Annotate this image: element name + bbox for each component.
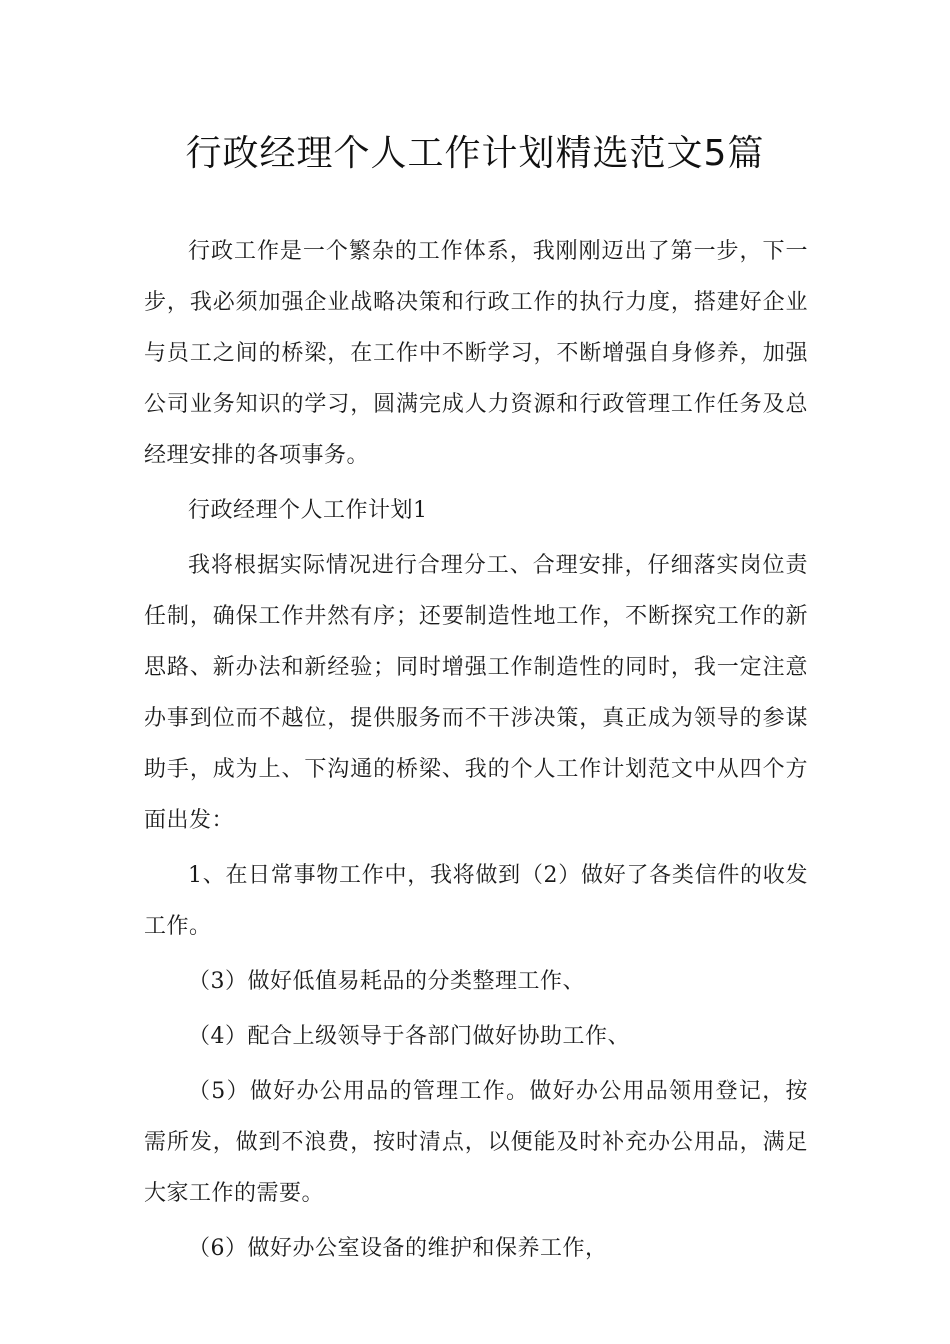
intro-paragraph: 行政工作是一个繁杂的工作体系，我刚刚迈出了第一步，下一步，我必须加强企业战略决策和行政工作的执行力度，搭建好企业与员工之间的桥梁，在工作中不断学习，不断增强自身修养，加强公司业务知识的学习，圆满完成人力资源和行政管理工作任务及总经理安排的各项事务。 — [144, 239, 808, 468]
document-body — [144, 226, 808, 1274]
list-item-5: （5）做好办公用品的管理工作。做好办公用品领用登记，按需所发，做到不浪费，按时清点，以便能及时补充办公用品，满足大家工作的需要。 — [144, 1079, 808, 1206]
section-heading-plan-1: 行政经理个人工作计划1 — [188, 498, 428, 523]
plan-paragraph: 我将根据实际情况进行合理分工、合理安排，仔细落实岗位责任制，确保工作井然有序；还要制造性地工作，不断探究工作的新思路、新办法和新经验；同时增强工作制造性的同时，我一定注意办事到位而不越位，提供服务而不干涉决策，真正成为领导的参谋助手，成为上、下沟通的桥梁、我的个人工作计划范文中从四个方面出发： — [144, 553, 808, 833]
list-item-4: （4）配合上级领导于各部门做好协助工作、 — [188, 1024, 630, 1049]
list-item-6: （6）做好办公室设备的维护和保养工作， — [188, 1236, 608, 1261]
list-item-3: （3）做好低值易耗品的分类整理工作、 — [188, 969, 585, 994]
list-item-1: 1、在日常事物工作中，我将做到（2）做好了各类信件的收发工作。 — [144, 863, 808, 939]
document-title: 行政经理个人工作计划精选范文5篇 — [185, 133, 765, 174]
